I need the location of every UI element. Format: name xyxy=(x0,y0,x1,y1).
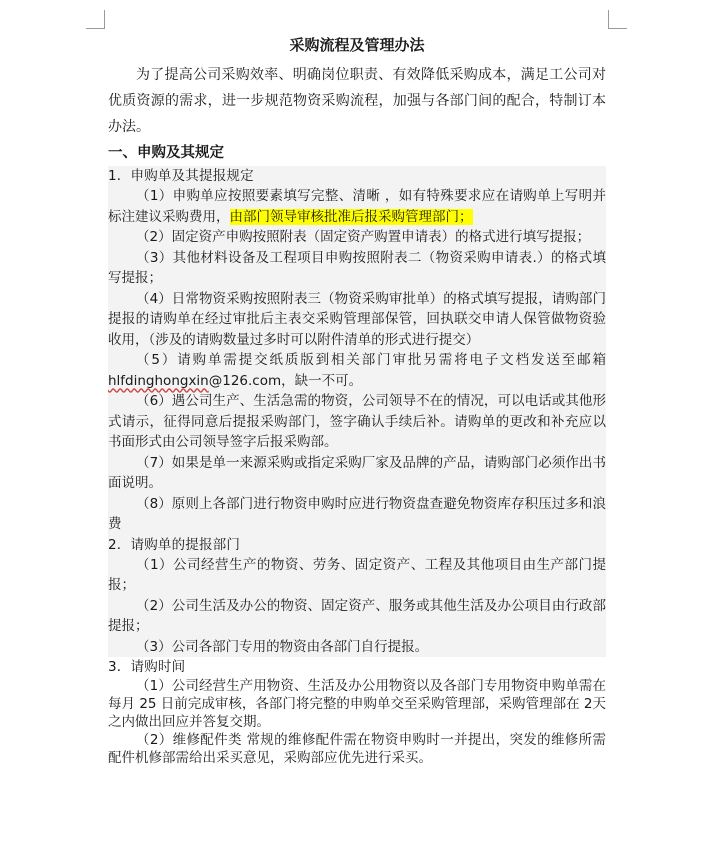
crop-mark-top-right xyxy=(608,10,627,29)
subheading-1: 1．申购单及其提报规定 xyxy=(108,168,254,184)
clause-2-3: （3）公司各部门专用的物资由各部门自行提报。 xyxy=(136,638,429,655)
shaded-section-body xyxy=(108,166,606,657)
clause-1-5-text: （5）请购单需提交纸质版到相关部门审批另需将电子文档发送至邮箱 xyxy=(136,352,606,368)
clause-1-2: （2）固定资产申购按照附表（固定资产购置申请表）的格式进行填写提报； xyxy=(136,229,591,245)
clause-3-1: （1）公司经营生产用物资、生活及办公用物资以及各部门专用物资申购单需在每月 25 日前完成审核，各部门将完整的申购单交至采购管理部，采购管理部在 2天之内做出回应并答复交期。 xyxy=(108,678,606,730)
clause-1-1-text: （1）申购单应按照要素填写完整、清晰 ，如有特殊要求应在请购单上写明并标注建议采购费用， xyxy=(108,188,606,225)
clause-3-2: （2）维修配件类 常规的维修配件需在物资申购时一并提出，突发的维修所需配件机修部需给出采买意见，采购部应优先进行采买。 xyxy=(108,732,606,766)
intro-paragraph: 为了提高公司采购效率、明确岗位职责、有效降低采购成本，满足工公司对优质资源的需求，进一步规范物资采购流程，加强与各部门间的配合，特制订本办法。 xyxy=(108,67,606,135)
clause-1-5-tail: @126.com，缺一不可。 xyxy=(208,372,363,389)
clause-1-3: （3）其他材料设备及工程项目申购按照附表二（物资采购申请表.）的格式填写提报； xyxy=(108,249,606,286)
clause-1-4: （4）日常物资采购按照附表三（物资采购审批单）的格式填写提报，请购部门提报的请购单在经过审批后主表交采购管理部保管，回执联交申请人保管做物资验收用，（涉及的请购数量过多时可以附件清单的形式进行提交） xyxy=(108,290,606,348)
clause-1-7: （7）如果是单一来源采购或指定采购厂家及品牌的产品，请购部门必须作出书面说明。 xyxy=(108,454,606,491)
clause-1-6: （6）遇公司生产、生活急需的物资，公司领导不在的情况，可以电话或其他形式请示，征得同意后提报采购部门，签字确认手续后补。请购单的更改和补充应以书面形式由公司领导签字后报采购部。 xyxy=(108,393,606,450)
clause-1-1 xyxy=(108,186,606,227)
section-heading: 一、申购及其规定 xyxy=(108,145,224,161)
crop-mark-top-left xyxy=(86,10,105,29)
document-body xyxy=(108,30,606,767)
clause-1-5 xyxy=(108,350,606,391)
email-address: hlfdinghongxin xyxy=(108,372,209,389)
subheading-2: 2．请购单的提报部门 xyxy=(108,536,241,553)
document-title: 采购流程及管理办法 xyxy=(289,36,425,54)
highlighted-text: 由部门领导审核批准后报采购管理部门； xyxy=(229,208,473,225)
subheading-3: 3．请购时间 xyxy=(108,659,186,675)
clause-1-8: （8）原则上各部门进行物资申购时应进行物资盘查避免物资库存积压过多和浪费 xyxy=(108,495,606,532)
clause-2-2: （2）公司生活及办公的物资、固定资产、服务或其他生活及办公项目由行政部提报； xyxy=(108,597,606,634)
clause-2-1: （1）公司经营生产的物资、劳务、固定资产、工程及其他项目由生产部门提报； xyxy=(108,556,606,593)
